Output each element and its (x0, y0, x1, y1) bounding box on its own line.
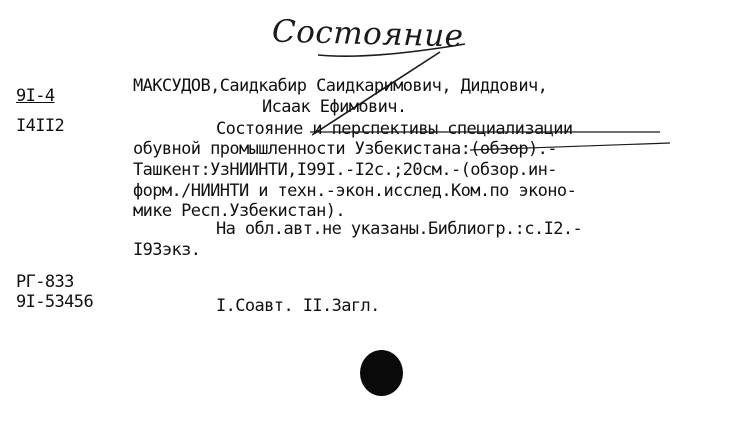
entry-line-8: На обл.авт.не указаны.Библиогр.:с.I2.- (216, 219, 583, 239)
entry-line-9: I93экз. (133, 240, 201, 260)
punch-hole (360, 350, 403, 396)
entry-line-5: Ташкент:УзНИИНТИ,I99I.-I2с.;20см.-(обзор.ин- (133, 160, 557, 180)
title-underline (318, 44, 465, 56)
entry-line-2: Исаак Ефимович. (262, 97, 407, 117)
entry-line-6: форм./НИИНТИ и техн.-экон.исслед.Ком.по эконо- (133, 181, 577, 201)
shelf-mark-line2: I4II2 (16, 116, 65, 136)
entry-line-4: обувной промышленности Узбекистана:(обзор).- (133, 139, 557, 159)
entry-line-3: Состояние и перспективы специализации (216, 119, 573, 139)
entry-line-1: МАКСУДОВ,Саидкабир Саидкаримович, Диддович, (133, 76, 548, 96)
handwritten-title: Состояние (271, 13, 465, 55)
shelf-mark-line1: 9I-4 (16, 86, 55, 106)
registration-line2: 9I-53456 (16, 292, 94, 312)
entry-line-7: мике Респ.Узбекистан). (133, 201, 345, 221)
registration-line1: РГ-833 (16, 272, 74, 292)
tracings: I.Соавт. II.Загл. (216, 296, 380, 316)
